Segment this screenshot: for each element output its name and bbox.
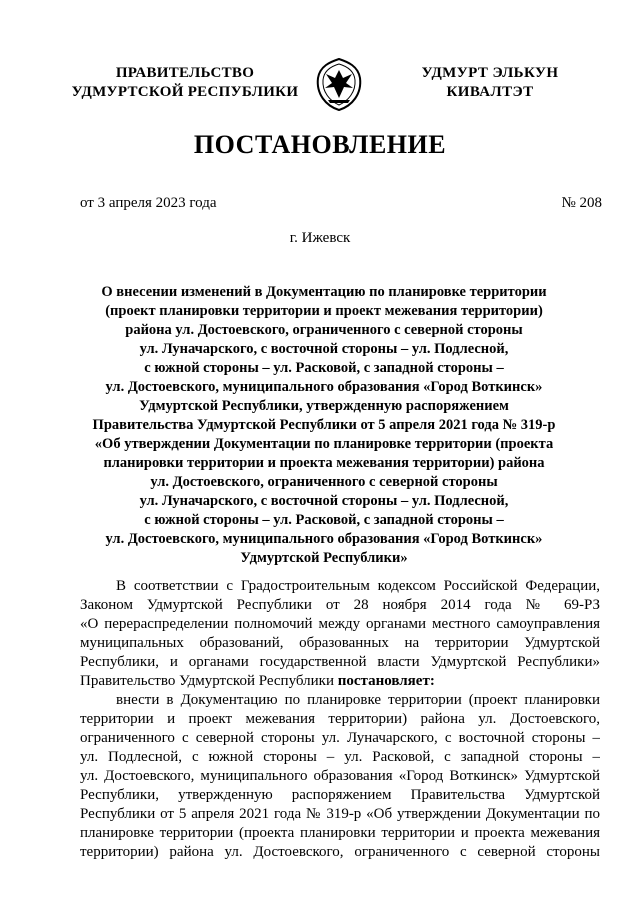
document-title: ПОСТАНОВЛЕНИЕ	[193, 130, 447, 159]
document-subject	[60, 283, 588, 568]
body-line: муниципальных образований, образованных на территории Удмуртской	[80, 635, 600, 651]
subject-line: района ул. Достоевского, ограниченного с северной стороны	[125, 322, 523, 338]
header-right-line1: УДМУРТ ЭЛЬКУН	[421, 65, 559, 81]
subject-line: с южной стороны – ул. Расковой, с западной стороны –	[144, 360, 504, 376]
header-left-line2: УДМУРТСКОЙ РЕСПУБЛИКИ	[71, 84, 299, 100]
body-line: Законом Удмуртской Республики от 28 ноября 2014 года № 69-РЗ	[80, 597, 600, 613]
body-text: Правительство Удмуртской Республики	[80, 673, 338, 689]
body-line: «О перераспределении полномочий между органами местного самоуправления	[80, 616, 600, 632]
subject-line: Правительства Удмуртской Республики от 5 апреля 2021 года № 319-р	[92, 417, 556, 433]
subject-line: ул. Достоевского, муниципального образования «Город Воткинск»	[105, 379, 543, 395]
subject-line: (проект планировки территории и проект межевания территории)	[105, 303, 543, 319]
header-left-line1: ПРАВИТЕЛЬСТВО	[115, 65, 255, 81]
body-line: Республики, и органами государственной власти Удмуртской Республики»	[80, 654, 600, 670]
body-line: ул. Достоевского, муниципального образования «Город Воткинск» Удмуртской	[80, 768, 600, 784]
body-line: внести в Документацию по планировке территории (проект планировки	[116, 692, 600, 708]
body-paragraph-2	[80, 691, 600, 862]
subject-line: Удмуртской Республики, утвержденную распоряжением	[139, 398, 509, 414]
coat-of-arms-icon	[314, 56, 364, 112]
body-line: планировке территории (проекта планировки территории и проекта межевания	[80, 825, 600, 841]
body-line	[80, 672, 600, 691]
subject-line: «Об утверждении Документации по планировке территории (проекта	[94, 436, 554, 452]
document-city: г. Ижевск	[289, 230, 351, 246]
header-left	[62, 64, 308, 102]
subject-line: планировки территории и проекта межевания территории) района	[103, 455, 545, 471]
body-line: В соответствии с Градостроительным кодексом Российской Федерации,	[116, 578, 600, 594]
subject-line: Удмуртской Республики»	[240, 550, 408, 566]
subject-line: ул. Луначарского, с восточной стороны – ул. Подлесной,	[139, 493, 509, 509]
document-date: от 3 апреля 2023 года	[80, 195, 217, 211]
document-body	[80, 577, 600, 862]
subject-line: ул. Луначарского, с восточной стороны – ул. Подлесной,	[139, 341, 509, 357]
body-paragraph-1	[80, 577, 600, 691]
body-line: территории и проект межевания территории) района ул. Достоевского,	[80, 711, 600, 727]
body-line: Республики, утвержденную распоряжением Правительства Удмуртской	[80, 787, 600, 803]
body-line: территории) района ул. Достоевского, ограниченного с северной стороны	[80, 844, 600, 860]
subject-line: с южной стороны – ул. Расковой, с западной стороны –	[144, 512, 504, 528]
body-line: ул. Подлесной, с южной стороны – ул. Расковой, с западной стороны –	[80, 749, 600, 765]
subject-line: О внесении изменений в Документацию по планировке территории	[101, 284, 547, 300]
header-right-line2: КИВАЛТЭТ	[446, 84, 534, 100]
subject-line: ул. Достоевского, муниципального образования «Город Воткинск»	[105, 531, 543, 547]
body-line: Республики от 5 апреля 2021 года № 319-р «Об утверждении Документации по	[80, 806, 600, 822]
body-line: ограниченного с северной стороны ул. Луначарского, с восточной стороны –	[80, 730, 600, 746]
resolution-verb: постановляет:	[337, 673, 435, 689]
subject-line: ул. Достоевского, ограниченного с северной стороны	[150, 474, 498, 490]
document-number: № 208	[561, 195, 602, 211]
header-right	[400, 64, 580, 102]
